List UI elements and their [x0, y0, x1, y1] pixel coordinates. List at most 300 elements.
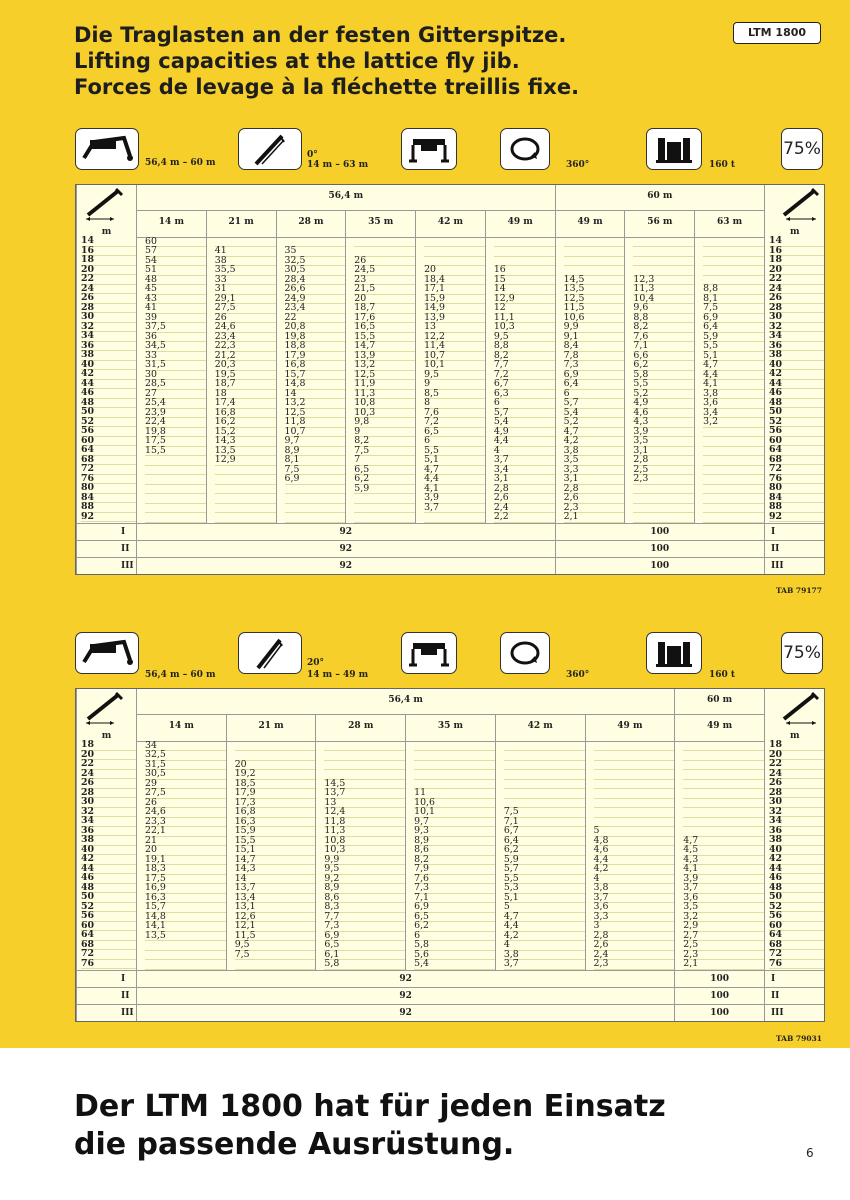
capacity-value: 6 — [424, 437, 485, 447]
unit-label: m — [101, 731, 112, 741]
closing-line-2: die passende Ausrüstung. — [74, 1127, 515, 1162]
capacity-value: 15,9 — [235, 827, 316, 837]
capacity-value: 5,6 — [414, 951, 495, 961]
capacity-value: 4,1 — [703, 380, 764, 390]
capacity-value: 18 — [215, 390, 276, 400]
capacity-value: 3,2 — [703, 418, 764, 428]
capacity-value: 3,1 — [564, 475, 625, 485]
capacity-value: 15,7 — [145, 903, 226, 913]
capacity-value: 7,1 — [414, 894, 495, 904]
capacity-value — [215, 494, 276, 504]
capacity-value: 5,8 — [324, 960, 405, 970]
capacity-value: 2,8 — [594, 932, 675, 942]
counterweight-value: 160 t — [709, 160, 736, 170]
jib-length: 14 m – 49 m — [307, 670, 369, 680]
capacity-value: 43 — [145, 295, 206, 305]
chart1-ref: TAB 79177 — [775, 586, 822, 595]
radius-value: 60 — [81, 437, 136, 447]
capacity-value — [703, 513, 764, 523]
capacity-value: 6,5 — [414, 913, 495, 923]
capacity-value: 13,7 — [235, 884, 316, 894]
capacity-value: 7,2 — [424, 418, 485, 428]
capacity-value: 2,4 — [494, 504, 555, 514]
capacity-value: 2,8 — [564, 485, 625, 495]
capacity-value — [633, 513, 694, 523]
capacity-value: 3,8 — [703, 390, 764, 400]
capacity-value: 2,7 — [683, 932, 764, 942]
capacity-value: 15,5 — [235, 837, 316, 847]
capacity-value: 10,7 — [424, 352, 485, 362]
title-line-de: Die Traglasten an der festen Gitterspitze. — [74, 23, 567, 47]
radius-value: 80 — [81, 484, 136, 494]
capacity-value: 6,4 — [703, 323, 764, 333]
capacity-value: 8,8 — [494, 342, 555, 352]
capacity-value: 13,5 — [564, 285, 625, 295]
radius-value: 24 — [769, 770, 825, 780]
capacity-value — [504, 742, 585, 752]
capacity-value: 5,9 — [504, 856, 585, 866]
model-badge: LTM 1800 — [733, 22, 821, 44]
capacity-value: 5,5 — [633, 380, 694, 390]
capacity-value — [145, 951, 226, 961]
capacity-value: 13 — [424, 323, 485, 333]
telescoping-mode-left: I — [77, 970, 137, 987]
capacity-value: 6,2 — [633, 361, 694, 371]
radius-value: 18 — [81, 256, 136, 266]
capacity-value: 24,6 — [215, 323, 276, 333]
capacity-column — [585, 741, 675, 970]
radius-value: 76 — [769, 960, 825, 970]
capacity-value: 7,8 — [564, 352, 625, 362]
radius-value: 24 — [81, 285, 136, 295]
capacity-value — [145, 513, 206, 523]
capacity-value: 14,7 — [354, 342, 415, 352]
radius-icon — [82, 185, 132, 223]
telescoping-mode-left: III — [77, 557, 137, 574]
capacity-value — [594, 808, 675, 818]
capacity-value — [285, 485, 346, 495]
jib-length: 14 m – 63 m — [307, 160, 369, 170]
capacity-value: 8,4 — [564, 342, 625, 352]
unit-label: m — [101, 227, 112, 237]
capacity-value: 11,3 — [324, 827, 405, 837]
capacity-value: 5,8 — [633, 371, 694, 381]
capacity-value: 2,6 — [594, 941, 675, 951]
capacity-value: 6,5 — [324, 941, 405, 951]
capacity-value: 16,9 — [145, 884, 226, 894]
radius-value: 28 — [81, 789, 136, 799]
capacity-value — [594, 742, 675, 752]
capacity-value: 31,5 — [145, 761, 226, 771]
capacity-value — [683, 808, 764, 818]
capacity-value: 2,5 — [683, 941, 764, 951]
radius-value: 56 — [81, 427, 136, 437]
capacity-value: 2,8 — [494, 485, 555, 495]
page-number: 6 — [806, 1146, 814, 1160]
radius-value: 52 — [769, 903, 825, 913]
radius-value: 76 — [81, 475, 136, 485]
boom-radius-icon-right — [764, 689, 824, 741]
capacity-value: 14,3 — [235, 865, 316, 875]
capacity-value: 8,6 — [414, 846, 495, 856]
capacity-value — [145, 475, 206, 485]
radius-value: 56 — [769, 912, 825, 922]
capacity-value: 51 — [145, 266, 206, 276]
radius-value: 64 — [81, 446, 136, 456]
boom-angle-value-b: 100 — [555, 540, 764, 557]
capacity-value: 5,5 — [504, 875, 585, 885]
capacity-value — [703, 447, 764, 457]
radius-value: 34 — [81, 817, 136, 827]
capacity-value — [703, 437, 764, 447]
capacity-value — [414, 770, 495, 780]
slewing-icon — [500, 128, 550, 170]
capacity-value: 9 — [354, 428, 415, 438]
capacity-column — [137, 741, 227, 970]
capacity-value: 4,4 — [494, 437, 555, 447]
capacity-value — [424, 513, 485, 523]
radius-value: 42 — [81, 370, 136, 380]
radius-value: 48 — [81, 399, 136, 409]
capacity-value — [633, 238, 694, 248]
boom-angle-value-b: 100 — [675, 970, 765, 987]
capacity-value: 16,5 — [354, 323, 415, 333]
radius-value: 32 — [769, 808, 825, 818]
radius-value: 38 — [81, 351, 136, 361]
boom-angle-value-a: 92 — [137, 987, 675, 1004]
capacity-value — [703, 494, 764, 504]
capacity-value: 16,3 — [235, 818, 316, 828]
capacity-value: 27,5 — [145, 789, 226, 799]
capacity-value: 12,3 — [633, 276, 694, 286]
telescoping-mode-left: I — [77, 523, 137, 540]
capacity-value: 5,1 — [504, 894, 585, 904]
capacity-value: 18,7 — [215, 380, 276, 390]
capacity-value: 4,4 — [703, 371, 764, 381]
capacity-value — [215, 475, 276, 485]
capacity-value: 6,1 — [324, 951, 405, 961]
capacity-value: 8,1 — [285, 456, 346, 466]
capacity-value: 14,8 — [145, 913, 226, 923]
capacity-column — [695, 237, 765, 523]
capacity-value: 28,4 — [285, 276, 346, 286]
radius-value: 48 — [769, 884, 825, 894]
capacity-value: 60 — [145, 238, 206, 248]
capacity-value: 13,5 — [215, 447, 276, 457]
capacity-value: 8,8 — [633, 314, 694, 324]
capacity-value: 2,6 — [494, 494, 555, 504]
capacity-value: 8,5 — [424, 390, 485, 400]
capacity-value: 5,5 — [703, 342, 764, 352]
capacity-column — [555, 237, 625, 523]
boom-angle-value-b: 100 — [675, 1004, 765, 1021]
capacity-value — [594, 770, 675, 780]
capacity-value: 19,1 — [145, 856, 226, 866]
boom-radius-icon — [77, 689, 137, 741]
radius-value: 46 — [81, 874, 136, 884]
capacity-value: 21 — [145, 837, 226, 847]
capacity-value: 3,5 — [683, 903, 764, 913]
capacity-value: 10,3 — [494, 323, 555, 333]
capacity-value — [145, 504, 206, 514]
capacity-value — [594, 789, 675, 799]
capacity-value: 13,2 — [354, 361, 415, 371]
capacity-value: 2,4 — [594, 951, 675, 961]
capacity-value: 7,5 — [354, 447, 415, 457]
radius-value: 50 — [81, 408, 136, 418]
capacity-value: 4,9 — [633, 399, 694, 409]
capacity-value: 3,9 — [424, 494, 485, 504]
capacity-value: 7,6 — [414, 875, 495, 885]
capacity-value: 3,8 — [594, 884, 675, 894]
capacity-value: 7,5 — [235, 951, 316, 961]
capacity-value: 16 — [494, 266, 555, 276]
capacity-value — [703, 466, 764, 476]
capacity-value: 3,5 — [633, 437, 694, 447]
capacity-value — [354, 494, 415, 504]
capacity-value: 2,9 — [683, 922, 764, 932]
capacity-value: 3,5 — [564, 456, 625, 466]
main-boom-length: 56,4 m – 60 m — [145, 158, 216, 168]
capacity-value: 9,5 — [235, 941, 316, 951]
capacity-value: 21,2 — [215, 352, 276, 362]
capacity-value — [703, 475, 764, 485]
capacity-value — [145, 941, 226, 951]
capacity-value — [215, 513, 276, 523]
slew-angle: 360° — [566, 160, 590, 170]
capacity-value — [145, 466, 206, 476]
capacity-value: 4,1 — [683, 865, 764, 875]
boom-angle-value-b: 100 — [555, 557, 764, 574]
capacity-value: 3,6 — [683, 894, 764, 904]
radius-value: 42 — [81, 855, 136, 865]
closing-headline — [74, 1088, 666, 1164]
capacity-value — [504, 751, 585, 761]
capacity-value: 14,5 — [564, 276, 625, 286]
capacity-value: 5,9 — [354, 485, 415, 495]
capacity-value: 5,2 — [633, 390, 694, 400]
capacity-value: 2,1 — [683, 960, 764, 970]
capacity-value: 10,1 — [414, 808, 495, 818]
capacity-value: 6,9 — [414, 903, 495, 913]
capacity-value: 8,2 — [633, 323, 694, 333]
radius-value: 68 — [769, 941, 825, 951]
radius-value: 60 — [769, 922, 825, 932]
capacity-value: 14 — [235, 875, 316, 885]
radius-value: 52 — [769, 418, 825, 428]
radius-value: 92 — [81, 513, 136, 523]
radius-value: 42 — [769, 370, 825, 380]
radius-value: 38 — [769, 351, 825, 361]
title-line-en: Lifting capacities at the lattice fly jib. — [74, 49, 520, 73]
capacity-value: 7,3 — [324, 922, 405, 932]
capacity-value — [324, 742, 405, 752]
capacity-value — [354, 504, 415, 514]
capacity-value — [564, 247, 625, 257]
capacity-value: 6 — [414, 932, 495, 942]
capacity-value: 15,5 — [145, 447, 206, 457]
capacity-value: 14,9 — [424, 304, 485, 314]
capacity-value — [424, 247, 485, 257]
capacity-value: 17,5 — [145, 875, 226, 885]
radius-value: 34 — [769, 817, 825, 827]
capacity-value: 5,9 — [703, 333, 764, 343]
radius-value: 68 — [769, 456, 825, 466]
capacity-value: 3 — [594, 922, 675, 932]
capacity-value: 3,1 — [494, 475, 555, 485]
percent-badge: 75% — [781, 128, 823, 170]
capacity-value: 5,7 — [494, 409, 555, 419]
capacity-value: 6,5 — [424, 428, 485, 438]
radius-value: 20 — [81, 751, 136, 761]
telescoping-mode-right: I — [764, 523, 824, 540]
radius-value: 18 — [769, 256, 825, 266]
capacity-value — [494, 238, 555, 248]
load-chart-20deg — [75, 688, 825, 1022]
capacity-value: 8,8 — [703, 285, 764, 295]
capacity-value: 13,5 — [145, 932, 226, 942]
counterweight-icon — [646, 128, 702, 170]
radius-value: 34 — [81, 332, 136, 342]
capacity-value: 11 — [414, 789, 495, 799]
radius-column-left — [77, 741, 137, 970]
capacity-value: 10,7 — [285, 428, 346, 438]
capacity-value: 8 — [424, 399, 485, 409]
capacity-value: 13,9 — [354, 352, 415, 362]
main-boom-length: 56,4 m – 60 m — [145, 670, 216, 680]
radius-value: 30 — [81, 313, 136, 323]
capacity-value: 18,5 — [235, 780, 316, 790]
boom-angle-value-a: 92 — [137, 540, 556, 557]
radius-value: 56 — [81, 912, 136, 922]
capacity-value: 20 — [354, 295, 415, 305]
capacity-value: 22,3 — [215, 342, 276, 352]
capacity-value: 3,7 — [424, 504, 485, 514]
capacity-value — [145, 485, 206, 495]
capacity-value: 10,6 — [564, 314, 625, 324]
capacity-value — [504, 761, 585, 771]
capacity-value — [703, 456, 764, 466]
group-header-60m: 60 m — [675, 689, 765, 715]
capacity-value — [594, 818, 675, 828]
capacity-value — [564, 238, 625, 248]
radius-value: 50 — [769, 893, 825, 903]
capacity-value: 8,1 — [703, 295, 764, 305]
capacity-value: 3,9 — [683, 875, 764, 885]
capacity-value — [354, 238, 415, 248]
boom-angle-value-a: 92 — [137, 557, 556, 574]
radius-value: 68 — [81, 456, 136, 466]
capacity-value — [703, 257, 764, 267]
capacity-value: 41 — [215, 247, 276, 257]
capacity-value: 9 — [424, 380, 485, 390]
jib-length-header: 35 m — [346, 211, 416, 237]
capacity-value: 4,6 — [594, 846, 675, 856]
capacity-value: 39 — [145, 314, 206, 324]
radius-value: 26 — [769, 294, 825, 304]
capacity-column — [137, 237, 207, 523]
radius-icon — [770, 689, 820, 727]
capacity-value: 4,3 — [683, 856, 764, 866]
capacity-value: 19,5 — [215, 371, 276, 381]
capacity-value — [683, 789, 764, 799]
capacity-value: 5,7 — [564, 399, 625, 409]
slewing-icon — [500, 632, 550, 674]
page-title — [74, 22, 579, 100]
capacity-value: 11,4 — [424, 342, 485, 352]
capacity-value: 27 — [145, 390, 206, 400]
outrigger-icon — [401, 632, 457, 674]
capacity-value: 3,8 — [564, 447, 625, 457]
radius-value: 28 — [81, 304, 136, 314]
capacity-value: 4,2 — [504, 932, 585, 942]
capacity-value: 16,3 — [145, 894, 226, 904]
radius-value: 92 — [769, 513, 825, 523]
telescoping-mode-left: II — [77, 540, 137, 557]
capacity-value: 23,4 — [215, 333, 276, 343]
capacity-value: 32,5 — [285, 257, 346, 267]
capacity-value — [414, 751, 495, 761]
radius-value: 42 — [769, 855, 825, 865]
capacity-value: 4,9 — [494, 428, 555, 438]
capacity-value: 14,5 — [324, 780, 405, 790]
capacity-value: 4 — [504, 941, 585, 951]
capacity-value: 15 — [494, 276, 555, 286]
capacity-value: 23,3 — [145, 818, 226, 828]
title-line-fr: Forces de levage à la fléchette treillis fixe. — [74, 75, 580, 99]
capacity-value: 9,1 — [564, 333, 625, 343]
capacity-value: 12,2 — [424, 333, 485, 343]
radius-value: 38 — [769, 836, 825, 846]
capacity-value: 37,5 — [145, 323, 206, 333]
jib-length-header: 42 m — [495, 715, 585, 741]
capacity-value: 3,6 — [594, 903, 675, 913]
capacity-value: 2,2 — [494, 513, 555, 523]
capacity-value: 5,4 — [564, 409, 625, 419]
capacity-value: 14,3 — [215, 437, 276, 447]
capacity-value — [683, 799, 764, 809]
radius-value: 50 — [769, 408, 825, 418]
capacity-value: 16,8 — [215, 409, 276, 419]
radius-value: 72 — [81, 950, 136, 960]
capacity-value: 17,5 — [145, 437, 206, 447]
capacity-value: 5,2 — [564, 418, 625, 428]
capacity-column — [226, 741, 316, 970]
capacity-value: 4,3 — [633, 418, 694, 428]
boom-angle-value-a: 92 — [137, 1004, 675, 1021]
capacity-value: 15,5 — [354, 333, 415, 343]
radius-value: 44 — [769, 380, 825, 390]
capacity-value: 8,3 — [324, 903, 405, 913]
capacity-value: 14,8 — [285, 380, 346, 390]
capacity-value — [235, 742, 316, 752]
radius-column-right — [764, 741, 824, 970]
capacity-value: 4,7 — [504, 913, 585, 923]
capacity-value — [564, 257, 625, 267]
capacity-value: 11,1 — [494, 314, 555, 324]
capacity-value: 12,1 — [235, 922, 316, 932]
radius-value: 18 — [769, 741, 825, 751]
group-header-60m: 60 m — [555, 185, 764, 211]
telescoping-mode-left: III — [77, 1004, 137, 1021]
outrigger-icon — [401, 128, 457, 170]
capacity-value: 30 — [145, 371, 206, 381]
capacity-value: 10,3 — [324, 846, 405, 856]
capacity-value: 6,9 — [285, 475, 346, 485]
slew-angle: 360° — [566, 670, 590, 680]
radius-value: 22 — [81, 760, 136, 770]
capacity-value: 3,4 — [494, 466, 555, 476]
